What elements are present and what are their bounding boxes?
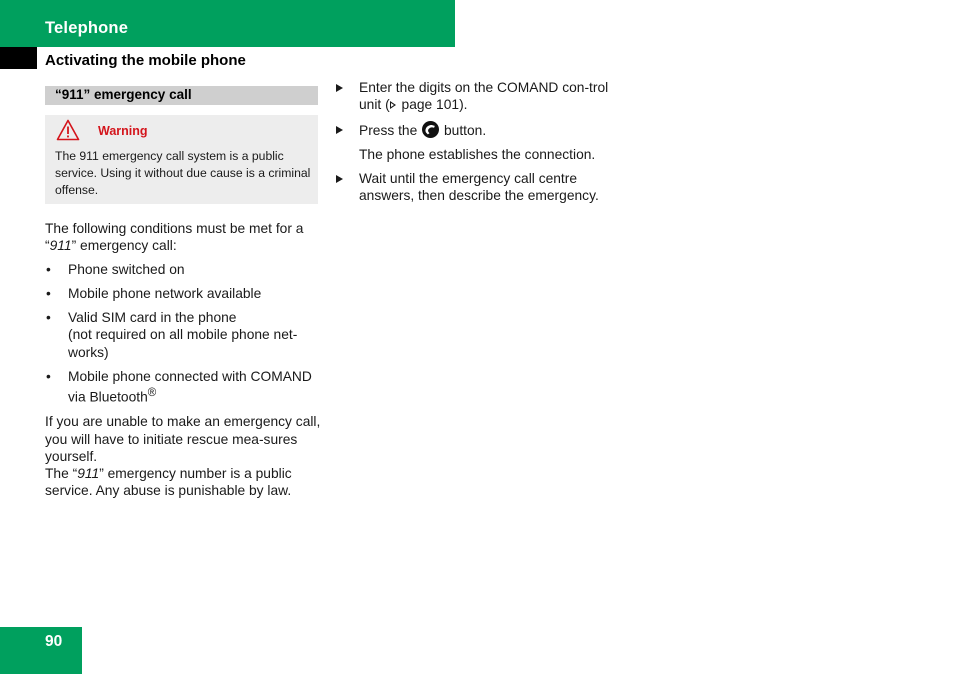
registered-mark: ® xyxy=(147,387,157,400)
warning-text: The 911 emergency call system is a public service. Using it without due cause is a criminal offense. xyxy=(55,149,311,197)
step-press-button: Press the button. xyxy=(336,121,621,139)
page-number: 90 xyxy=(45,633,63,650)
bullet-icon: • xyxy=(46,310,51,326)
step-wait: Wait until the emergency call centre answers, then describe the emergency. xyxy=(336,170,621,205)
list-item: • Phone switched on xyxy=(46,261,185,277)
step-arrow-icon xyxy=(336,175,343,183)
step-arrow-icon xyxy=(336,126,343,134)
list-item: • Mobile phone network available xyxy=(46,285,262,301)
conditions-intro: The following conditions must be met for a “911” emergency call: xyxy=(45,221,304,254)
page-reference-icon xyxy=(390,101,396,109)
conditions-list xyxy=(45,261,323,407)
step-arrow-icon xyxy=(336,84,343,92)
bullet-icon: • xyxy=(46,369,51,385)
warning-triangle-icon xyxy=(56,119,80,141)
abuse-paragraph: The “911” emergency number is a public service. Any abuse is punishable by law. xyxy=(45,466,292,499)
list-item: • Mobile phone connected with COMAND via Bluetooth® xyxy=(46,369,312,405)
step-result: The phone establishes the connection. xyxy=(359,146,596,162)
step-enter-digits: Enter the digits on the COMAND con-trol unit ( page 101). xyxy=(336,79,621,114)
subsection-bar xyxy=(45,86,318,105)
bullet-icon: • xyxy=(46,261,51,277)
section-marker xyxy=(0,47,37,69)
warning-box xyxy=(45,115,318,204)
left-column xyxy=(45,220,323,500)
section-title: Activating the mobile phone xyxy=(45,52,246,69)
phone-send-icon xyxy=(422,121,439,138)
subsection-title: “911” emergency call xyxy=(55,87,192,102)
page-number-box xyxy=(0,627,82,674)
chapter-title: Telephone xyxy=(45,19,129,37)
rescue-paragraph: If you are unable to make an emergency call, you will have to initiate rescue mea-sures yourself. xyxy=(45,414,321,464)
warning-title: Warning xyxy=(98,124,148,138)
right-column xyxy=(336,79,621,212)
list-item: • Valid SIM card in the phone (not required on all mobile phone net-works) xyxy=(46,310,298,360)
bullet-icon: • xyxy=(46,285,51,301)
